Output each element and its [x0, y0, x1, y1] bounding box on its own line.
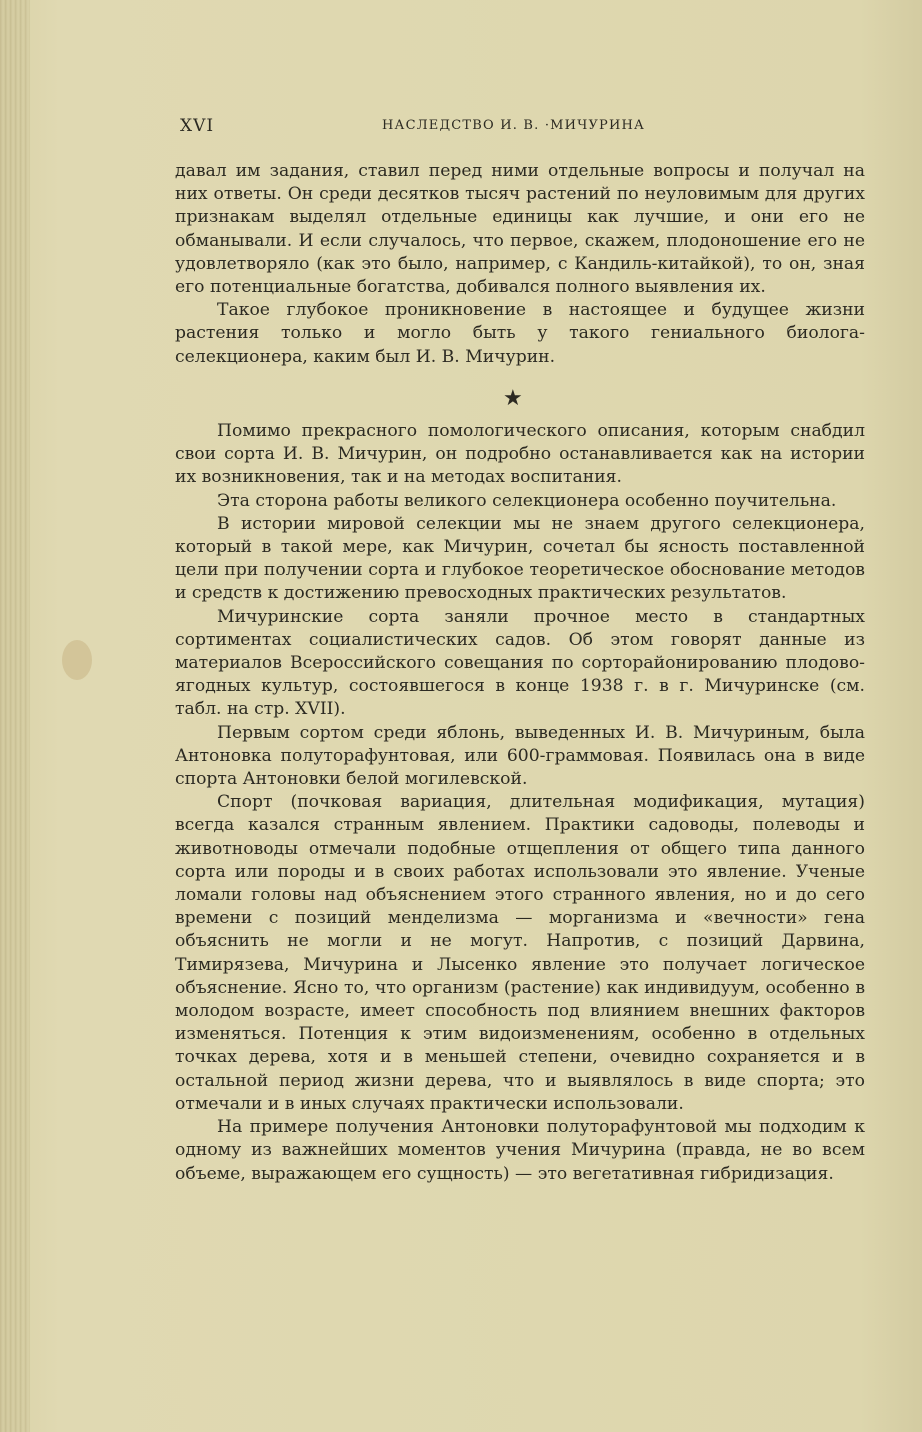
paragraph: Мичуринские сорта заняли прочное место в стандартных сортиментах социалистических садов. Об этом говорят данные из материалов Всероссийского совещания по сорторайонированию плодово-ягодных культур, состоявшегося в конце 1938 г. в г. Мичуринске (см. табл. на стр. XVII).: [175, 606, 865, 720]
paper-stain: [62, 640, 92, 680]
running-head: [180, 116, 868, 140]
paragraph: В истории мировой селекции мы не знаем другого селекционера, который в такой мере, как Мичурин, сочетал бы ясность поставленной цели при получении сорта и глубокое теоретическое обоснование методов и средств к достижению превосходных практических результатов.: [175, 513, 865, 604]
star-divider-icon: ★: [503, 386, 523, 411]
paragraph: Эта сторона работы великого селекционера особенно поучительна.: [217, 490, 837, 511]
text-block-main: [175, 420, 865, 1186]
paragraph: давал им задания, ставил перед ними отдельные вопросы и получал на них ответы. Он среди десятков тысяч растений по неуловимым для других признакам выделял отдельные единицы как лучшие, и они его не обманывали. И если случалось, что первое, скажем, плодоношение его не удовлетворяло (как это было, например, с Кандиль-китайкой), то он, зная его потенциальные богатства, добивался полного выявления их.: [175, 161, 865, 298]
paragraph: Спорт (почковая вариация, длительная модификация, мутация) всегда казался странным явлением. Практики садоводы, полеводы и животноводы отмечали подобные отщепления от общего типа данного сорта или породы и в своих работах использовали это явление. Ученые ломали головы над объяснением этого странного явления, но и до сего времени с позиций менделизма — морганизма и «вечности» гена объяснить не могли и не могут. Напротив, с позиций Дарвина, Тимирязева, Мичурина и Лысенко явление это получает логическое объяснение. Ясно то, что организм (растение) как индивидуум, особенно в молодом возрасте, имеет способность под влиянием внешних факторов изменяться. Потенция к этим видоизменениям, особенно в отдельных точках дерева, хотя и в меньшей степени, очевидно сохраняется и в остальной период жизни дерева, что и выявлялось в виде спорта; это отмечали и в иных случаях практически использовали.: [175, 792, 865, 1114]
page-edge: [0, 0, 30, 1432]
page-number: XVI: [180, 116, 215, 136]
paragraph: Первым сортом среди яблонь, выведенных И. В. Мичуриным, была Антоновка полуторафунтовая, или 600-граммовая. Появилась она в виде спорта Антоновки белой могилевской.: [175, 722, 865, 790]
paragraph: На примере получения Антоновки полуторафунтовой мы подходим к одному из важнейших моментов учения Мичурина (правда, не во всем объеме, выражающем его сущность) — это вегетативная гибридизация.: [175, 1117, 865, 1184]
running-title: НАСЛЕДСТВО И. В. ·МИЧУРИНА: [382, 118, 646, 133]
paragraph: Помимо прекрасного помологического описания, которым снабдил свои сорта И. В. Мичурин, он подробно останавливается как на истории их возникновения, так и на методах воспитания.: [175, 421, 865, 488]
text-block-top: [175, 160, 865, 369]
paragraph: Такое глубокое проникновение в настоящее и будущее жизни растения только и могло быть у такого гениального биолога-селекционера, каким был И. В. Мичурин.: [175, 300, 865, 367]
